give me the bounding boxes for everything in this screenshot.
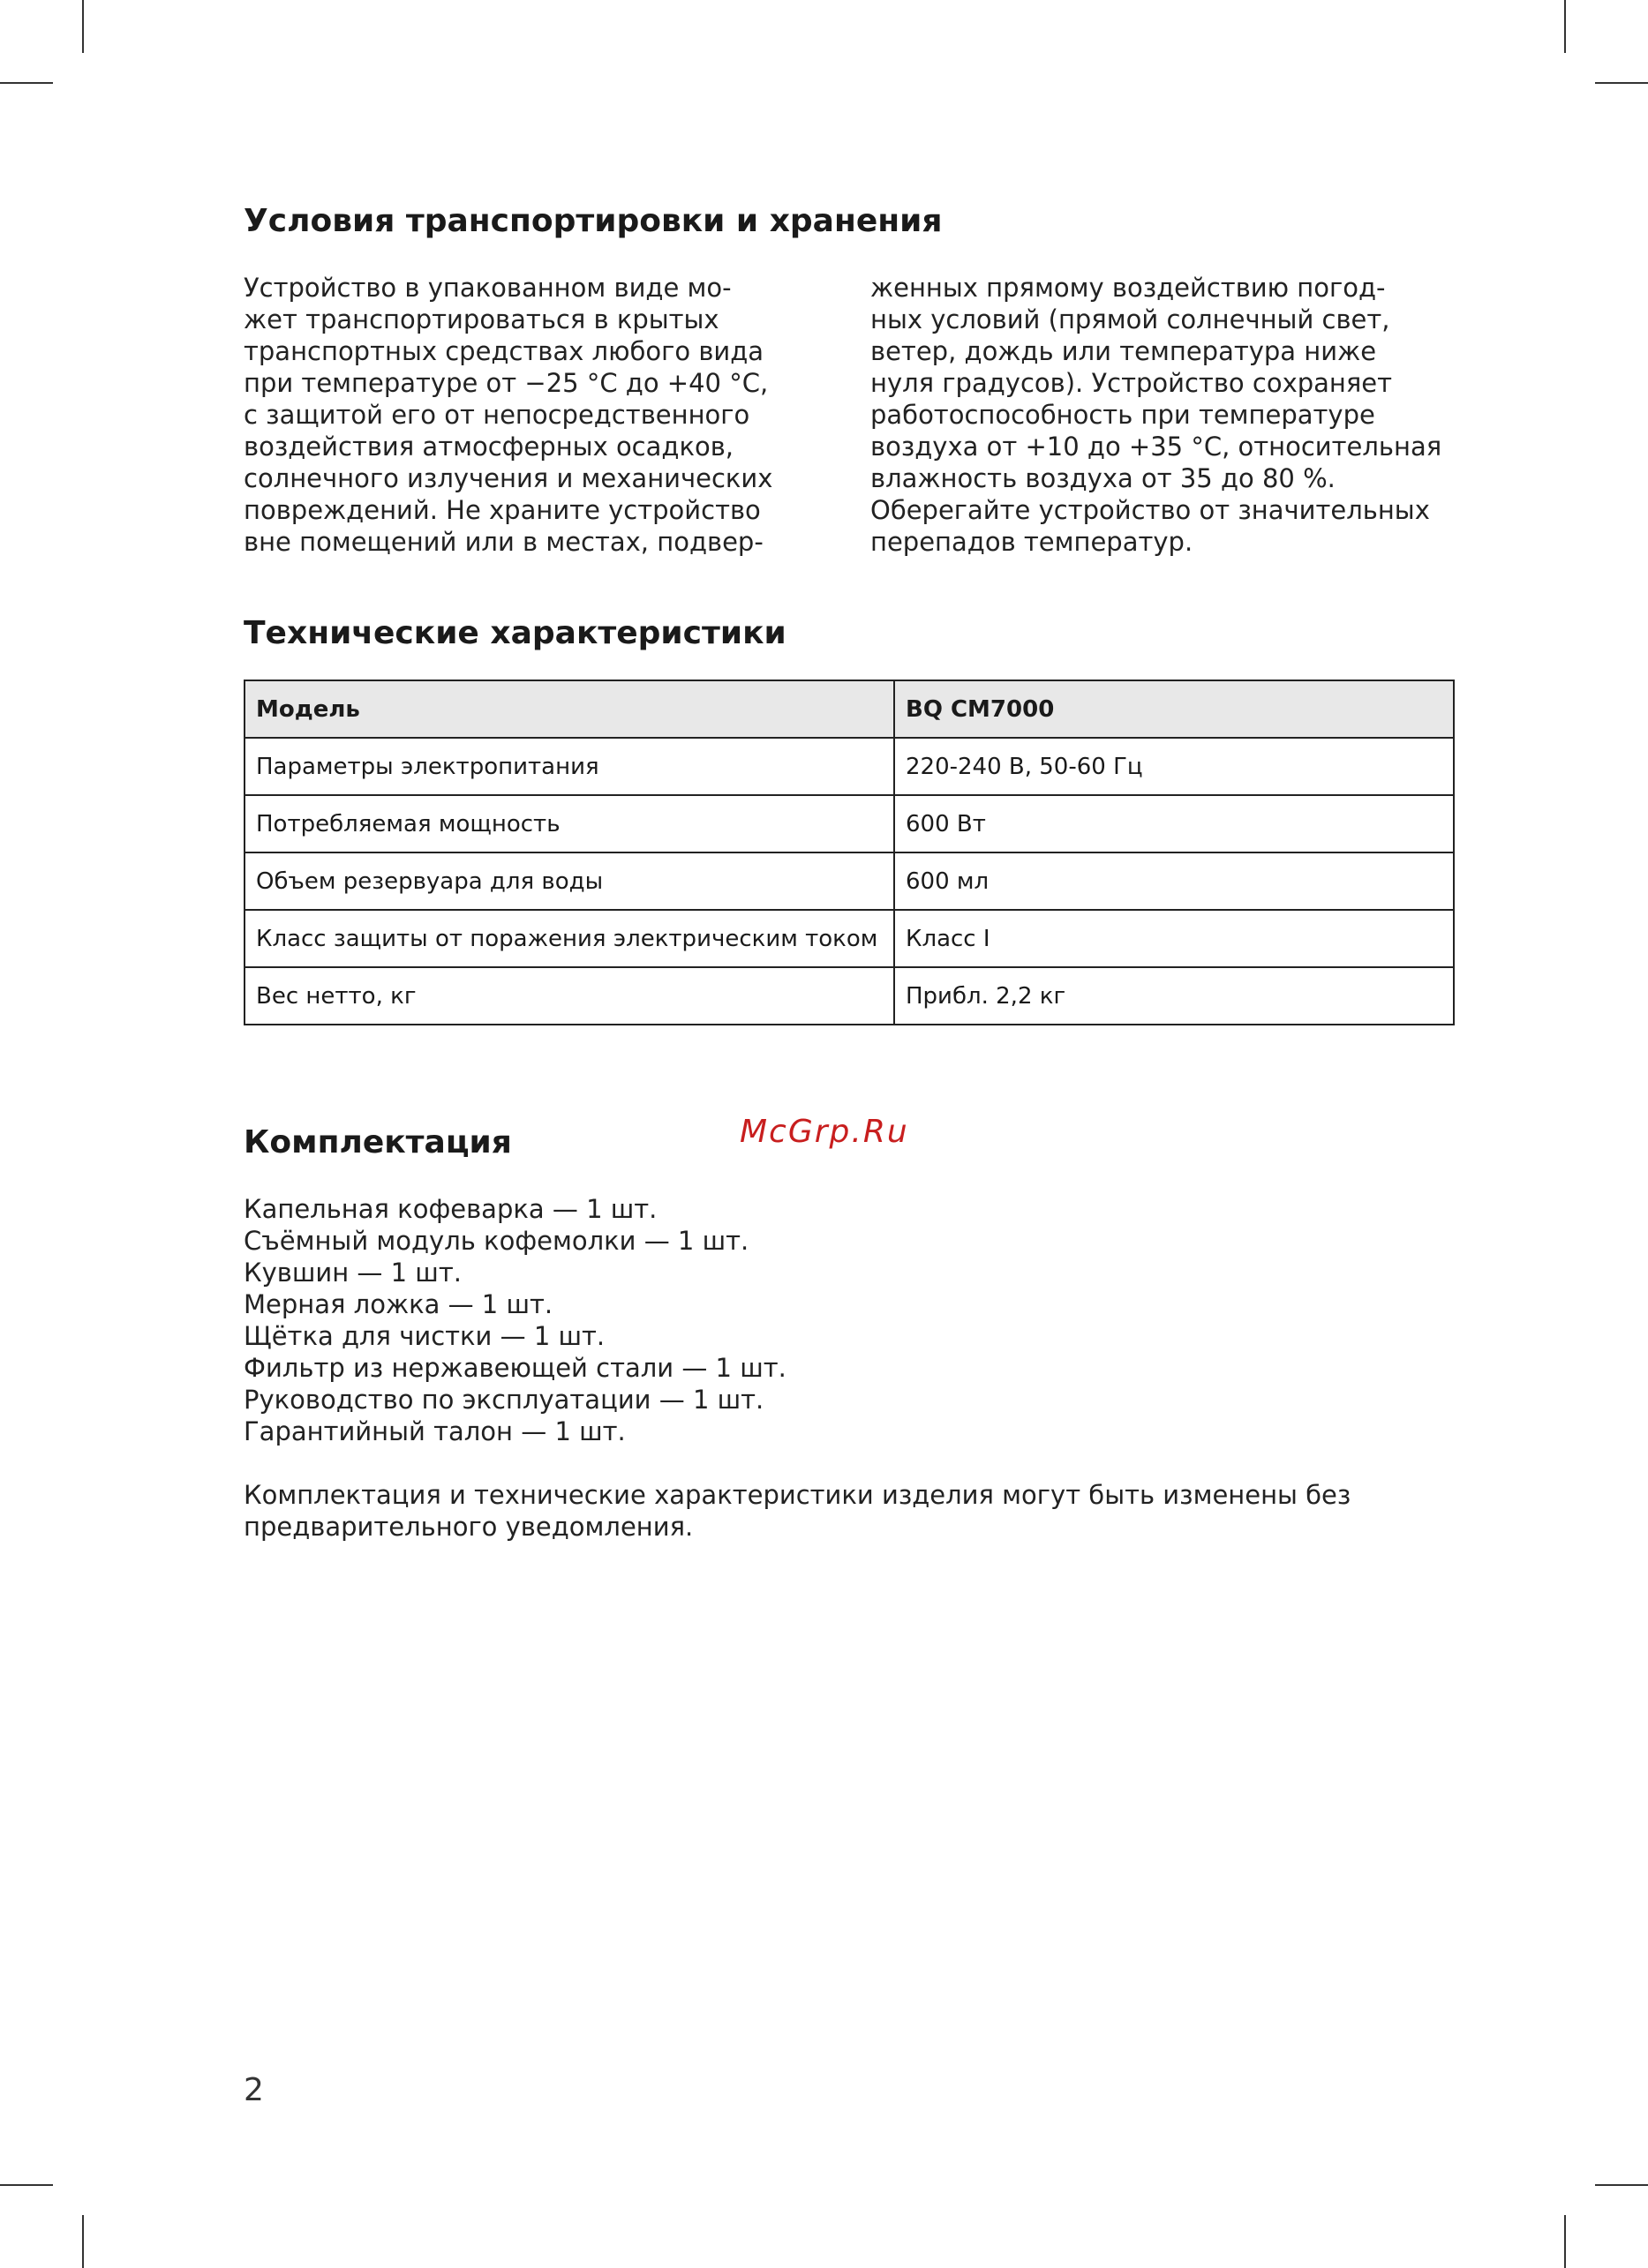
crop-mark-top-left: [82, 0, 84, 53]
text-line: перепадов температур.: [870, 527, 1193, 557]
spec-label: Объем резервуара для воды: [245, 852, 894, 910]
text-line: ветер, дождь или температура ниже: [870, 336, 1377, 366]
spec-value: BQ CM7000: [894, 680, 1454, 738]
list-item: Гарантийный талон — 1 шт.: [244, 1416, 626, 1446]
text-line: работоспособность при температуре: [870, 400, 1375, 430]
crop-mark-bottom-left: [82, 2215, 84, 2268]
note-line: Комплектация и технические характеристики изделия могут быть изменены без: [244, 1480, 1351, 1510]
text-line: солнечного излучения и механических: [244, 463, 773, 493]
crop-mark-bottom-right-h: [1595, 2184, 1648, 2186]
crop-mark-top-right-h: [1595, 82, 1648, 84]
spec-label: Потребляемая мощность: [245, 795, 894, 852]
specs-table: [244, 680, 1455, 1025]
table-row: [245, 910, 1454, 967]
list-item: Фильтр из нержавеющей стали — 1 шт.: [244, 1353, 786, 1383]
table-row: [245, 738, 1454, 795]
crop-mark-top-left-h: [0, 82, 53, 84]
package-heading: Комплектация: [244, 1124, 512, 1160]
crop-mark-top-right: [1564, 0, 1566, 53]
table-row: [245, 795, 1454, 852]
transport-text-column-2: [870, 272, 1441, 558]
text-line: воздуха от +10 до +35 °C, относительная: [870, 432, 1442, 462]
text-line: Устройство в упакованном виде мо-: [244, 273, 732, 303]
text-line: при температуре от −25 °C до +40 °C,: [244, 368, 769, 398]
crop-mark-bottom-right: [1564, 2215, 1566, 2268]
text-line: вне помещений или в местах, подвер-: [244, 527, 764, 557]
package-note: [244, 1479, 1351, 1543]
text-line: повреждений. Не храните устройство: [244, 495, 761, 525]
table-header-row: [245, 680, 1454, 738]
page-number: 2: [244, 2072, 264, 2108]
text-line: Оберегайте устройство от значительных: [870, 495, 1430, 525]
table-row: [245, 967, 1454, 1025]
text-line: с защитой его от непосредственного: [244, 400, 750, 430]
spec-label: Класс защиты от поражения электрическим током: [245, 910, 894, 967]
watermark: McGrp.Ru: [740, 1114, 909, 1150]
spec-value: 600 мл: [894, 852, 1454, 910]
package-list: [244, 1193, 786, 1447]
table-row: [245, 852, 1454, 910]
list-item: Щётка для чистки — 1 шт.: [244, 1321, 606, 1351]
text-line: нуля градусов). Устройство сохраняет: [870, 368, 1393, 398]
list-item: Кувшин — 1 шт.: [244, 1258, 462, 1288]
list-item: Съёмный модуль кофемолки — 1 шт.: [244, 1226, 749, 1256]
spec-label: Вес нетто, кг: [245, 967, 894, 1025]
text-line: воздействия атмосферных осадков,: [244, 432, 734, 462]
spec-value: Прибл. 2,2 кг: [894, 967, 1454, 1025]
text-line: ных условий (прямой солнечный свет,: [870, 304, 1390, 334]
specs-heading: Технические характеристики: [244, 615, 786, 651]
text-line: транспортных средствах любого вида: [244, 336, 764, 366]
text-line: женных прямому воздействию погод-: [870, 273, 1386, 303]
spec-value: Класс I: [894, 910, 1454, 967]
transport-heading: Условия транспортировки и хранения: [244, 203, 943, 239]
text-line: жет транспортироваться в крытых: [244, 304, 719, 334]
spec-value: 220-240 В, 50-60 Гц: [894, 738, 1454, 795]
spec-label: Параметры электропитания: [245, 738, 894, 795]
spec-label: Модель: [245, 680, 894, 738]
list-item: Капельная кофеварка — 1 шт.: [244, 1194, 658, 1224]
list-item: Руководство по эксплуатации — 1 шт.: [244, 1385, 764, 1415]
crop-mark-bottom-left-h: [0, 2184, 53, 2186]
text-line: влажность воздуха от 35 до 80 %.: [870, 463, 1336, 493]
note-line: предварительного уведомления.: [244, 1512, 694, 1542]
transport-text-column-1: [244, 272, 772, 558]
spec-value: 600 Вт: [894, 795, 1454, 852]
list-item: Мерная ложка — 1 шт.: [244, 1289, 553, 1319]
